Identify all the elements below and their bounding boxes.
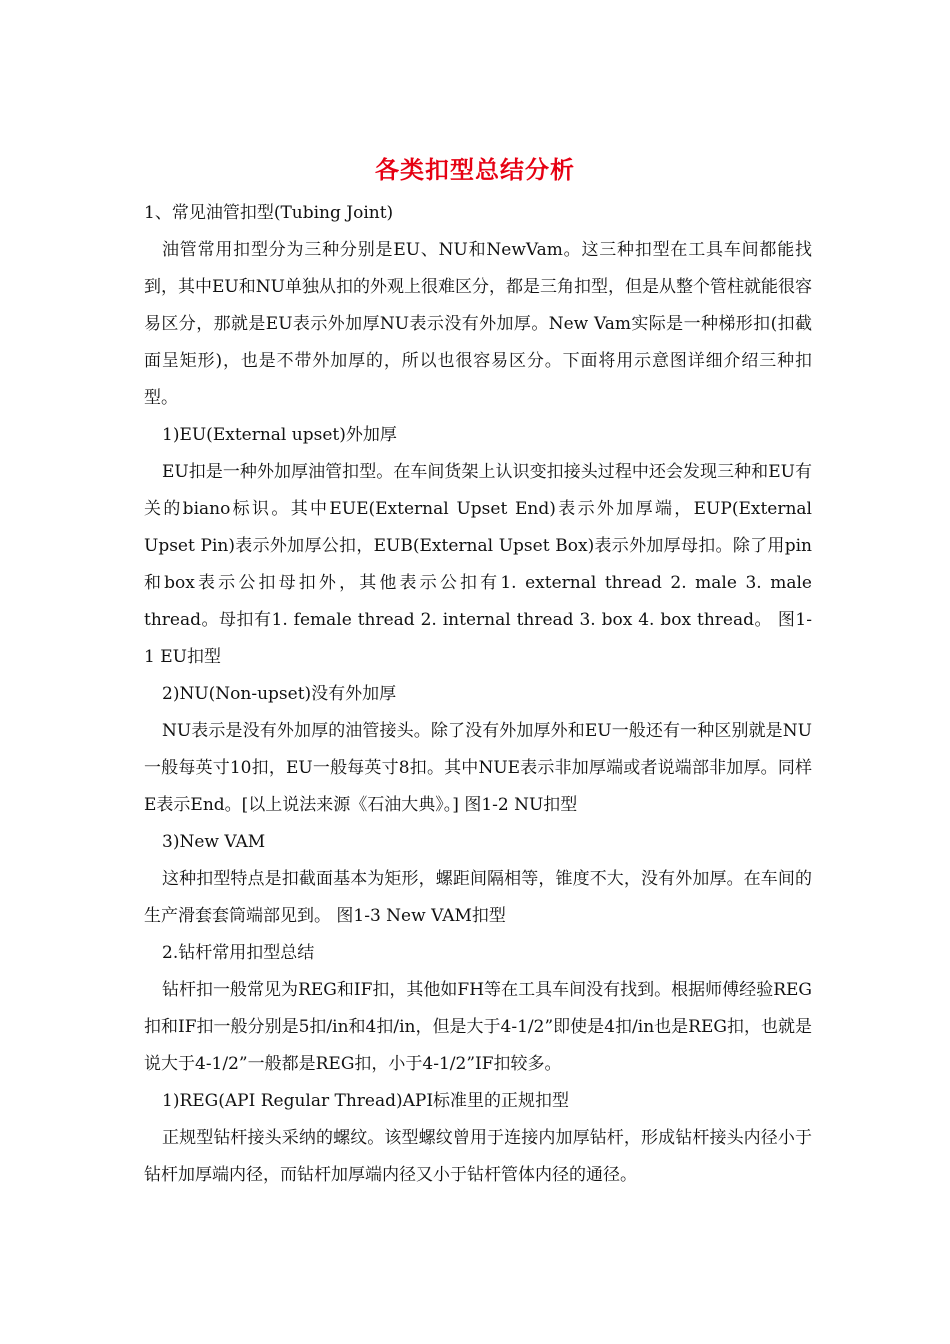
subsection-body: 这种扣型特点是扣截面基本为矩形，螺距间隔相等，锥度不大，没有外加厚。在车间的生产滑套套筒端部见到。 图1-3 New VAM扣型	[144, 869, 812, 926]
document-title: 各类扣型总结分析	[375, 155, 575, 184]
subsection-body: 正规型钻杆接头采纳的螺纹。该型螺纹曾用于连接内加厚钻杆，形成钻杆接头内径小于钻杆加厚端内径，而钻杆加厚端内径又小于钻杆管体内径的通径。	[144, 1128, 812, 1185]
section-intro: 油管常用扣型分为三种分别是EU、NU和NewVam。这三种扣型在工具车间都能找到，其中EU和NU单独从扣的外观上很难区分，都是三角扣型，但是从整个管柱就能很容易区分，那就是EU表示外加厚NU表示没有外加厚。New Vam实际是一种梯形扣(扣截面呈矩形)，也是不带外加厚的，所以也很容易区分。下面将用示意图详细介绍三种扣型。	[144, 240, 812, 408]
subsection-heading: 2)NU(Non-upset)没有外加厚	[162, 684, 397, 704]
document-body	[144, 195, 812, 1194]
section-heading: 2.钻杆常用扣型总结	[162, 943, 315, 963]
subsection-body: EU扣是一种外加厚油管扣型。在车间货架上认识变扣接头过程中还会发现三种和EU有关的biano标识。其中EUE(External Upset End)表示外加厚端，EUP(External Upset Pin)表示外加厚公扣，EUB(External Upset Box)表示外加厚母扣。除了用pin和box表示公扣母扣外，其他表示公扣有1. external thread 2. male 3. male thread。母扣有1. female thread 2. internal thread 3. box 4. box thread。 图1-1 EU扣型	[144, 462, 812, 667]
subsection-heading: 3)New VAM	[162, 832, 266, 852]
section-intro: 钻杆扣一般常见为REG和IF扣，其他如FH等在工具车间没有找到。根据师傅经验REG扣和IF扣一般分别是5扣/in和4扣/in，但是大于4-1/2”即使是4扣/in也是REG扣，也就是说大于4-1/2”一般都是REG扣，小于4-1/2”IF扣较多。	[144, 980, 812, 1074]
subsection-heading: 1)REG(API Regular Thread)API标准里的正规扣型	[162, 1091, 570, 1111]
subsection-heading: 1)EU(External upset)外加厚	[162, 425, 397, 445]
subsection-body: NU表示是没有外加厚的油管接头。除了没有外加厚外和EU一般还有一种区别就是NU一般每英寸10扣，EU一般每英寸8扣。其中NUE表示非加厚端或者说端部非加厚。同样E表示End。[以上说法来源《石油大典》。] 图1-2 NU扣型	[144, 721, 812, 815]
section-heading: 1、常见油管扣型(Tubing Joint)	[144, 203, 394, 223]
